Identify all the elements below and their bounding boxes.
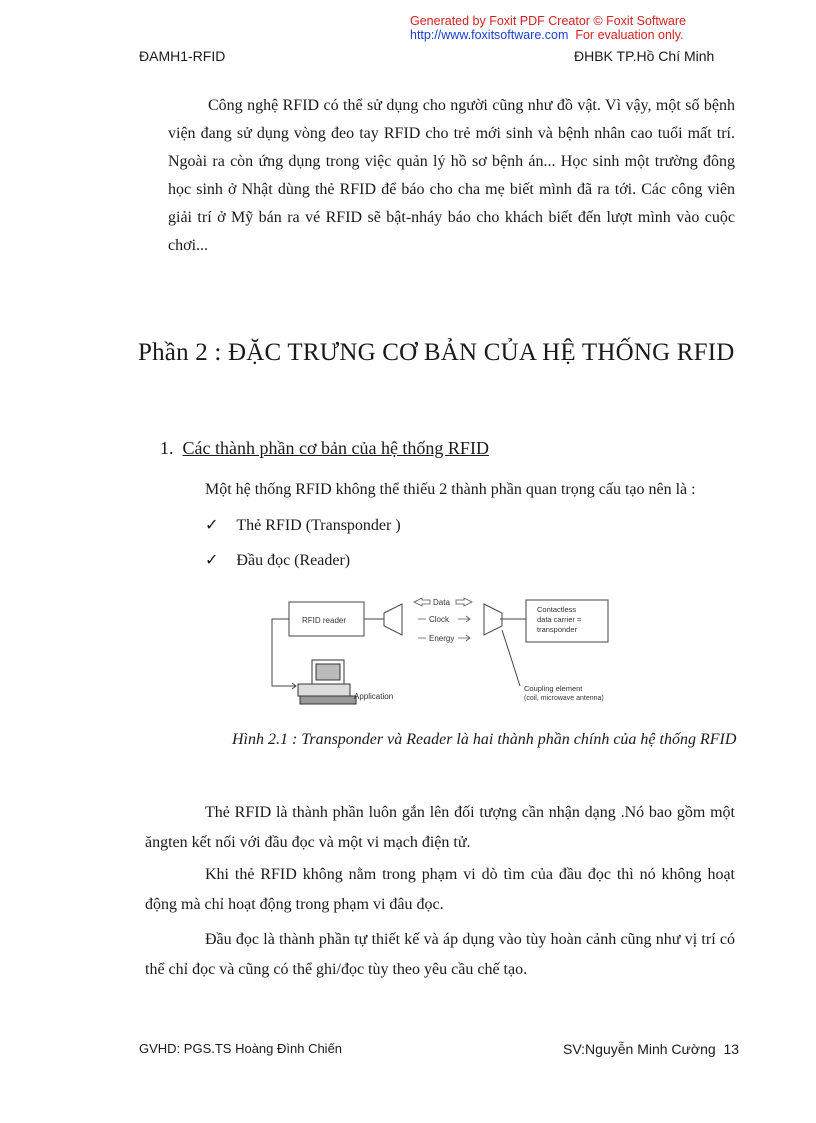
paragraph (145, 925, 735, 985)
data-label: Data (433, 598, 450, 607)
reader-antenna-icon (374, 604, 402, 635)
energy-label: Energy (429, 634, 455, 643)
header-right: ĐHBK TP.Hồ Chí Minh (574, 48, 715, 64)
check-icon: ✓ (205, 552, 219, 569)
computer-icon (298, 660, 356, 704)
paragraph (145, 860, 735, 920)
check-icon: ✓ (205, 517, 219, 534)
paragraph (145, 798, 735, 858)
figure-caption: Hình 2.1 : Transponder và Reader là hai thành phần chính của hệ thống RFID (232, 731, 737, 748)
rfid-system-diagram (262, 590, 632, 712)
section-lead: Một hệ thống RFID không thể thiếu 2 thành phần quan trọng cấu tạo nên là : (205, 481, 696, 498)
list-item (205, 515, 401, 535)
transponder-label-1: Contactless (537, 605, 577, 614)
reader-label: RFID reader (302, 616, 347, 625)
clock-label: Clock (429, 615, 450, 624)
footer-author: SV:Nguyễn Minh Cường (563, 1041, 716, 1057)
section-heading (160, 438, 489, 459)
coupling-label-2: (coil, microwave antenna) (524, 695, 604, 702)
section-title: Các thành phần cơ bản của hệ thống RFID (182, 438, 489, 458)
watermark-line1: Generated by Foxit PDF Creator © Foxit Software (410, 14, 686, 28)
transponder-label-2: data carrier = (537, 615, 582, 624)
foxit-watermark (410, 14, 686, 42)
intro-paragraph-text: Công nghệ RFID có thể sử dụng cho người cũng như đồ vật. Vì vậy, một số bệnh viện đang sử dụng vòng đeo tay RFID cho trẻ mới sinh và bệnh nhân cao tuổi mất trí. Ngoài ra còn ứng dụng trong việc quản lý hồ sơ bệnh án... Học sinh một trường đông học sinh ở Nhật dùng thẻ RFID để báo cho cha mẹ biết mình đã ra tới. Các công viên giải trí ở Mỹ bán ra vé RFID sẽ bật-nháy báo cho khách biết đến lượt mình vào cuộc chơi... (168, 97, 735, 254)
paragraph-text: Thẻ RFID là thành phần luôn gắn lên đối tượng cần nhận dạng .Nó bao gồm một ăngten kết nối với đầu đọc và một vi mạch điện tử. (145, 804, 735, 851)
intro-paragraph (168, 92, 735, 260)
part-heading: Phần 2 : ĐẶC TRƯNG CƠ BẢN CỦA HỆ THỐNG RFID (138, 339, 735, 366)
page-number: 13 (723, 1041, 740, 1057)
watermark-eval: For evaluation only. (575, 28, 684, 42)
footer-right (563, 1041, 739, 1057)
footer-left: GVHD: PGS.TS Hoàng Đình Chiến (139, 1041, 343, 1056)
header-left: ĐAMH1-RFID (139, 48, 226, 64)
transponder-label-3: transponder (537, 625, 578, 634)
list-item (205, 550, 350, 570)
list-item-text: Thẻ RFID (Transponder ) (236, 517, 401, 534)
paragraph-text: Đầu đọc là thành phần tự thiết kế và áp dụng vào tùy hoàn cảnh cũng như vị trí có thể chỉ đọc và cũng có thể ghi/đọc tùy theo yêu cầu chế tạo. (145, 931, 735, 978)
application-label: Application (354, 692, 394, 701)
watermark-url[interactable]: http://www.foxitsoftware.com (410, 28, 569, 42)
list-item-text: Đầu đọc (Reader) (236, 552, 351, 569)
section-number: 1. (160, 438, 174, 458)
paragraph-text: Khi thẻ RFID không nằm trong phạm vi dò tìm của đầu đọc thì nó không hoạt động mà chỉ hoạt động trong phạm vi đâu đọc. (145, 866, 735, 913)
coupling-pointer (502, 630, 520, 686)
watermark-line2 (410, 28, 686, 42)
transponder-antenna-icon (484, 604, 510, 635)
coupling-label-1: Coupling element (524, 684, 583, 693)
